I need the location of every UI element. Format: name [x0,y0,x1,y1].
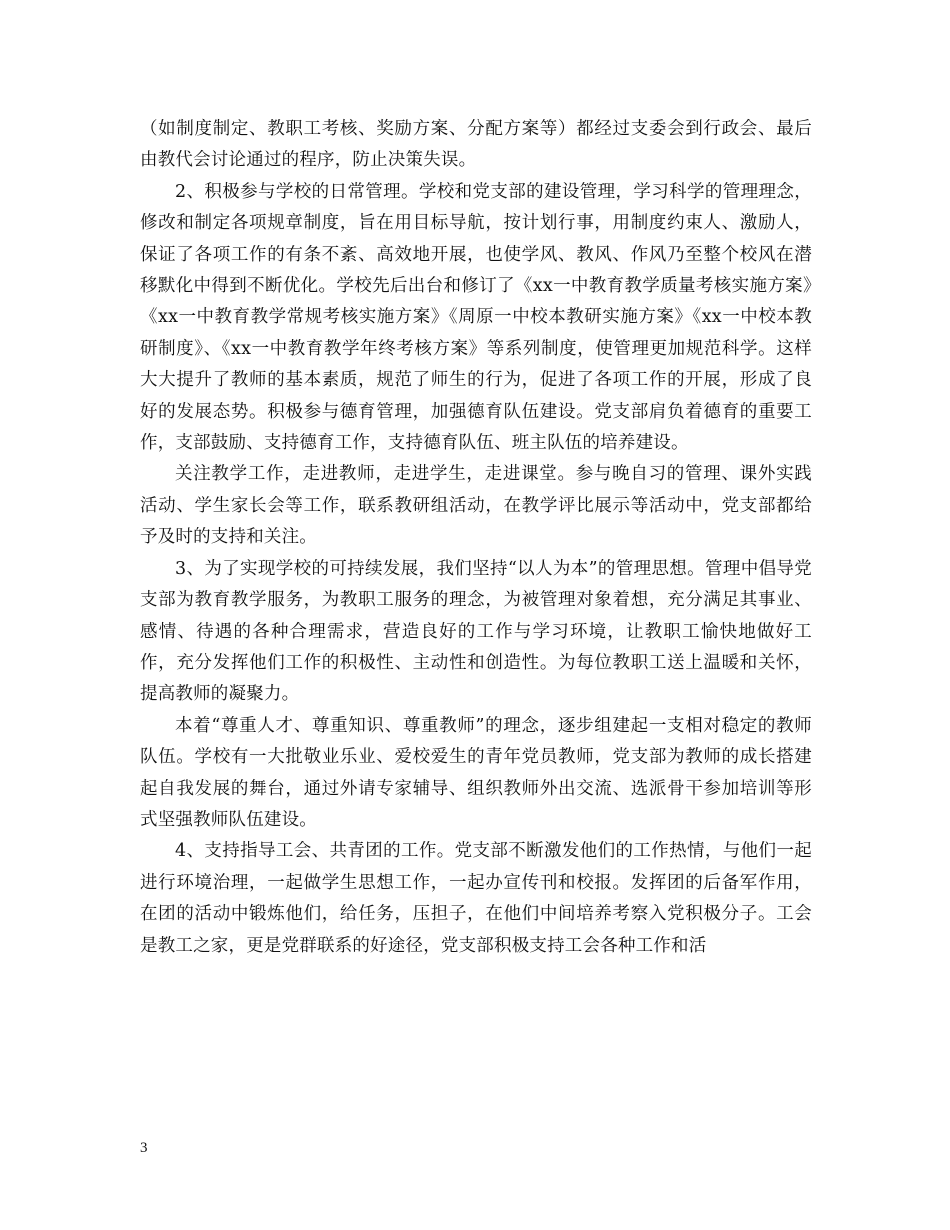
paragraph-decision-process: （如制度制定、教职工考核、奖励方案、分配方案等）都经过支委会到行政会、最后由教代会讨论通过的程序，防止决策失误。 [140,119,812,171]
paragraph-people-oriented: 3、为了实现学校的可持续发展，我们坚持“以人为本”的管理思想。管理中倡导党支部为教育教学服务，为教职工服务的理念，为被管理对象着想，充分满足其事业、感情、待遇的各种合理需求，营造良好的工作与学习环境，让教职工愉快地做好工作，充分发挥他们工作的积极性、主动性和创造性。为每位教职工送上温暖和关怀，提高教师的凝聚力。 [140,558,812,705]
paragraph-teacher-team: 本着“尊重人才、尊重知识、尊重教师”的理念，逐步组建起一支相对稳定的教师队伍。学校有一大批敬业乐业、爱校爱生的青年党员教师，党支部为教师的成长搭建起自我发展的舞台，通过外请专家辅导、组织教师外出交流、选派骨干参加培训等形式坚强教师队伍建设。 [140,715,812,830]
paragraph-union-league: 4、支持指导工会、共青团的工作。党支部不断激发他们的工作热情，与他们一起进行环境治理，一起做学生思想工作，一起办宣传刊和校报。发挥团的后备军作用，在团的活动中锻炼他们，给任务，压担子，在他们中间培养考察入党积极分子。工会是教工之家，更是党群联系的好途径，党支部积极支持工会各种工作和活 [140,841,812,956]
page-number: 3 [140,1140,148,1156]
document-body [140,114,812,962]
paragraph-teaching-work: 关注教学工作，走进教师，走进学生，走进课堂。参与晚自习的管理、课外实践活动、学生家长会等工作，联系教研组活动，在教学评比展示等活动中，党支部都给予及时的支持和关注。 [140,464,812,548]
paragraph-daily-management: 2、积极参与学校的日常管理。学校和党支部的建设管理，学习科学的管理理念，修改和制定各项规章制度，旨在用目标导航，按计划行事，用制度约束人、激励人，保证了各项工作的有条不紊、高效地开展，也使学风、教风、作风乃至整个校风在潜移默化中得到不断优化。学校先后出台和修订了《xx一中教育教学质量考核实施方案》《xx一中教育教学常规考核实施方案》《周原一中校本教研实施方案》《xx一中校本教研制度》、《xx一中教育教学年终考核方案》等系列制度，使管理更加规范科学。这样大大提升了教师的基本素质，规范了师生的行为，促进了各项工作的开展，形成了良好的发展态势。积极参与德育管理，加强德育队伍建设。党支部肩负着德育的重要工作，支部鼓励、支持德育工作，支持德育队伍、班主队伍的培养建设。 [140,181,812,454]
